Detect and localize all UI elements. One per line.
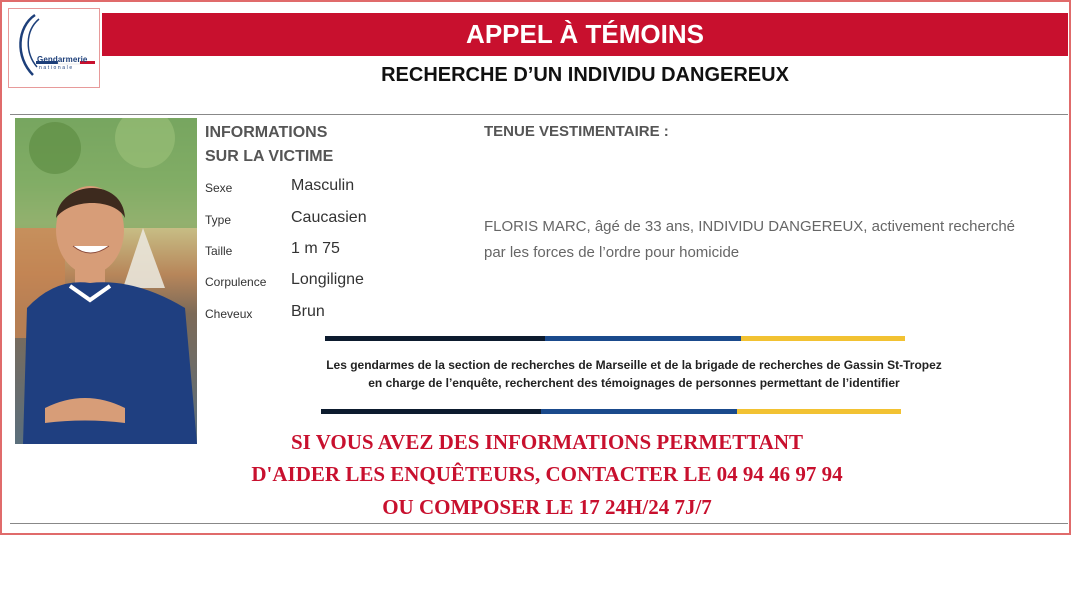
contact-line2: D'AIDER LES ENQUÊTEURS, CONTACTER LE 04 94 46 97 94 [251, 462, 843, 486]
description-line1: FLORIS MARC, âgé de 33 ans, INDIVIDU DANGEREUX, activement recherché [484, 218, 1016, 235]
info-heading-line1: INFORMATIONS [205, 124, 328, 141]
grenade-emblem-icon [9, 9, 99, 87]
notice-line1: Les gendarmes de la section de recherches de Marseille et de la brigade de recherches de Gassin St-Tropez [326, 358, 942, 372]
info-value: Masculin [291, 177, 355, 194]
contact-line3: OU COMPOSER LE 17 24H/24 7J/7 [382, 495, 712, 519]
appeal-banner: APPEL À TÉMOINS [102, 13, 1068, 56]
info-row-corpulence [205, 271, 445, 295]
info-row-type [205, 209, 445, 233]
notice-line2: en charge de l’enquête, recherchent des témoignages de personnes permettant de l’identifier [368, 376, 900, 390]
info-label: Sexe [205, 181, 233, 195]
info-value: Caucasien [291, 209, 367, 226]
info-row-taille [205, 240, 445, 264]
info-value: Longiligne [291, 271, 364, 288]
description-line2: par les forces de l’ordre pour homicide [484, 244, 740, 261]
info-row-sexe [205, 177, 445, 201]
tricolor-stripe-top [325, 336, 905, 341]
clothing-heading: TENUE VESTIMENTAIRE : [484, 123, 669, 140]
investigation-notice [302, 356, 966, 392]
info-heading-line2: SUR LA VICTIME [205, 148, 334, 165]
info-value: Brun [291, 303, 325, 320]
suspect-description [484, 214, 1054, 266]
contact-line1: SI VOUS AVEZ DES INFORMATIONS PERMETTANT [290, 430, 804, 454]
info-row-cheveux [205, 303, 445, 327]
info-label: Type [205, 213, 232, 227]
logo-subtitle: nationale [39, 65, 74, 71]
info-label: Corpulence [205, 275, 267, 289]
info-heading [205, 121, 333, 169]
bottom-divider [10, 523, 1068, 524]
gendarmerie-logo [8, 8, 100, 88]
logo-name: Gendarmerie [37, 55, 88, 64]
info-label: Cheveux [205, 307, 253, 321]
info-value: 1 m 75 [291, 240, 340, 257]
suspect-photo [15, 118, 197, 444]
top-divider [10, 114, 1068, 115]
info-label: Taille [205, 244, 233, 258]
tricolor-stripe-bottom [321, 409, 901, 414]
page-subtitle: RECHERCHE D’UN INDIVIDU DANGEREUX [381, 64, 789, 86]
